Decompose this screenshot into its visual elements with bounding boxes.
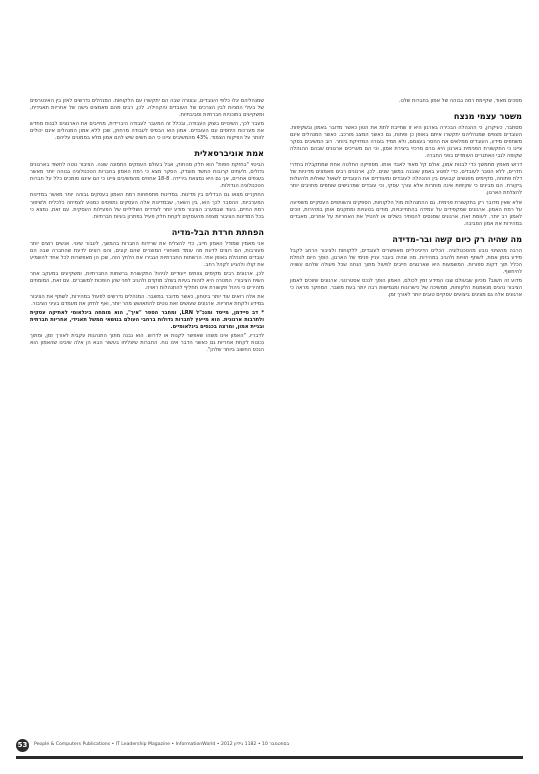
section-heading: מה שהיה רק כיום קשה ובר-מדידה (392, 233, 522, 244)
body-paragraph: לכן, ארגונים רבים מקימים צוותים ייעודיים לניהול התקשורת ברשתות החברתיות, ומשקיעים במעקב אחר השיח הציבורי. המטרה היא לזהות בעיות בשלב מוקדם ולהגיב לפני שהן הופכות למשברים. עם זאת, המומחים מזהירים כי ניהול תקשורת אינו תחליף להתנהלות ראויה. (30, 270, 264, 291)
body-paragraph: מעבר לכך, השינויים בשוק העבודה, ובכלל זה המעבר לעבודה היברידית, מחייבים את הארגונים לבנות מחדש את מערכות היחסים עם העובדים. אמון הוא הבסיס לעבודה מרחוק, שכן ללא אמון המנהלים אינם יכולים לוותר על הפיקוח הצמוד. 43% מהמשיבים ציינו כי הם חשים שיש להם אמון מלא בממונים עליהם. (30, 121, 264, 142)
publication-line: People & Computers Publications • IT Leadership Magazine • InformationWorld • 2012 בספטמבר 10 • 1182 גיליון (34, 742, 290, 747)
body-paragraph: לדבריו, "האמון אינו משהו שאפשר לקנות או לדרוש. הוא נבנה מתוך התנהגות עקבית לאורך זמן, ומתוך נכונות לקחת אחריות גם כאשר הדבר אינו נוח. החברות שיצליחו בעשור הבא הן אלה שיבינו שהאמון הוא הנכס החשוב ביותר שלהן". (30, 333, 264, 354)
page-number-badge: 53 (16, 739, 29, 752)
body-paragraph: אני מאמין שמודל האמון חייב, כדי להצליח את שרידות החברות בהמשך, לעבור שינוי. אנשים רוצים יותר מעורבות, הם רוצים לדעת מה עומד מאחורי המוצרים שהם קונים, והם רוצים לדעת שהחברה שבה הם עובדים מתנהלת באופן אתי. הרשתות החברתיות הגבירו את הלחץ הזה, שכן הן מאפשרות לכל אחד להשמיע את קולו ולהגיע לקהל רחב. (30, 240, 264, 268)
footer-rule (16, 756, 523, 759)
body-paragraph: מסתבר, כעיקרון, כי ההנהלה הבכירה בארגון היא זו שחייבת לתת את הטון כאשר מדובר באמון ובשקיפות. העובדים מצפים שמנהליהם יתקשרו איתם באופן כן ופתוח, גם כאשר המצב מורכב. כאשר המנהלים אינם משתפים מידע, העובדים ממלאים את החסר בעצמם, ולא תמיד בצורה המדויקת ביותר. רוב המשיבים בסקר ציינו כי התקשורת הפנימית בארגון היא גורם מרכזי ביצירת אמון, וכי הם מעריכים ארגונים שבהם ההנהלה שקופה לגבי האתגרים העומדים בפני החברה. (290, 125, 522, 160)
section-heading: הפחתת חרדת הבל-מדיה (171, 226, 264, 237)
body-paragraph: מדוע זה חשוב? מכיוון שבעולם שבו המידע זמין לכולם, האמון הופך לנכס אסטרטגי. ארגונים שזוכים לאמון הציבור נהנים מנאמנות הלקוחות, ממשיכה של כישרונות ומגמישות רבה יותר בעת משבר. המחקר מראה כי ארגונים אלה גם מציגים ביצועים עסקיים טובים יותר לאורך זמן. (290, 277, 522, 298)
page-footer (0, 730, 539, 774)
section-heading: אמת אוניברסאלית (194, 148, 264, 159)
body-paragraph: מסכים מאוד, שקיימת רמה גבוהה של אמון בחברות שלנו. (398, 98, 522, 104)
body-paragraph: הביטוי "בחזקת חפות" הוא חלק מהחוק, אבל בעולם העסקים התמונה שונה. הציבור נוטה לחשוד בארגונים גדולים, ולעתים קרובות החשד מוצדק. הסקר מצא כי רמת האמון בחברות הטכנולוגיה גבוהה יותר מאשר בענפים אחרים, אך גם היא נמצאת בירידה. 18-8 אחוזים מהמשיבים ציינו כי הם אינם סומכים כלל על חברות הטכנולוגיה הגדולות. (30, 162, 264, 190)
body-paragraph: שמנהליהם יגלו כלפי העובדים, ובצורה שבה הם יתקשרו עם הלקוחות. המנהלים נדרשים לאזן בין האינטרסים של בעלי המניות לבין הצרכים של העובדים והקהילה. לכן, רבים מהם מאמצים גישה של אחריות תאגידית, ומשקיעים בתוכניות חברתיות וסביבתיות. (30, 98, 264, 119)
body-paragraph: הרבה מהשינוי נובע מהטכנולוגיה. הכלים הדיגיטליים מאפשרים לעובדים, ללקוחות ולציבור הרחב לקבל מידע בזמן אמת, לשתף חוויות ולהגיב במהירות. מה שהיה בעבר עניין פנימי של הארגון, הופך היום לנחלת הכלל תוך דקות ספורות. המשמעות היא שארגונים חייבים לפעול מתוך הנחה שכל פעולה שלהם עשויה להיחשף. (290, 247, 522, 275)
section-heading: משטר עצמי מנצח (453, 111, 522, 122)
article-column-left (30, 98, 264, 724)
body-paragraph: החוקרים מצאו גם הבדלים בין מדינות. במדינות מתפתחות רמת האמון בעסקים גבוהה יותר מאשר במדינות המערביות. ההסבר לכך הוא, בין השאר, שבמדינות אלה העסקים נתפסים כמנוע לצמיחה כלכלית ולשיפור רמת החיים, בעוד שבמערב הציבור מודע יותר לצדדים השליליים של הפעילות העסקית. עם זאת, נמצא כי בכל המדינות הציבור מצפה מהעסקים לקחת חלק פעיל בפתרון בעיות חברתיות. (30, 192, 264, 220)
body-paragraph: את אלה רואים עוד יותר ביטחון, כאשר מדובר במשבר. המנהלים נדרשים לפעול במהירות, לשתף את הציבור במידע ולקחת אחריות. ארגונים שעושים זאת נוטים להתאושש מהר יותר, ואף לחזק את מעמדם בעיני הציבור. (30, 293, 264, 308)
body-paragraph: דרוש מאמץ מתמשך כדי לבנות אמון, אולם קל מאוד לאבד אותו. מספיקה החלטה אחת שמתקבלת בחדרי חדרים, ללא הסבר לעובדים, כדי לפגוע באמון שנבנה במשך שנים. לכן, ארגונים רבים מאמצים מדיניות של דלת פתוחה, מקיימים מפגשים קבועים בין ההנהלה לעובדים ומעודדים את העובדים לשאול שאלות ולהעלות ביקורת. הם מבינים כי שקיפות אינה מותרות אלא צורך עסקי, וכי עובדים שמרגישים שותפים מחויבים יותר להצלחת הארגון. (290, 162, 522, 197)
article-column-right (290, 98, 522, 724)
author-bio: * דב סיידמן, מייסד ומנכ"ל LRN, ומחבר הספר "איך", הוא מומחה בינלאומי לאתיקה עסקית ולתרבות ארגונית. הוא מייעץ לחברות גדולות ברחבי העולם בנושאי ממשל תאגידי, אחריות חברתית ובניית אמון, ומרצה בכנסים בינלאומיים. (30, 310, 264, 331)
body-paragraph: אלא שאין מדובר רק בתקשורת פנימית. גם ההתנהלות מול הלקוחות, הספקים והשותפים העסקיים משפיעה על רמת האמון. ארגונים שמקפידים על עמידה בהתחייבויות, מודים בטעויות ומתקנים אותן במהירות, זוכים לאמון רב יותר. לעומת זאת, ארגונים שמנסים להסתיר כשלים או להטיל את האחריות על אחרים, מאבדים במהירות את אמון הסביבה. (290, 199, 522, 227)
